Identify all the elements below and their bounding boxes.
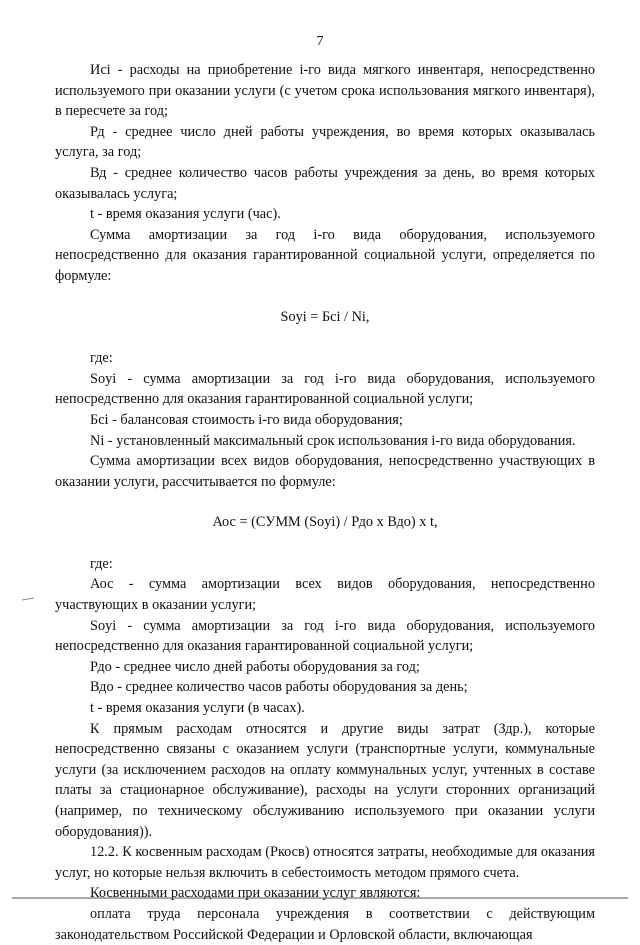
formula-amortization: Soyi = Бсi / Ni, <box>280 308 370 325</box>
paragraph: Сумма амортизации всех видов оборудования, непосредственно участвующих в оказании услуги, рассчитывается по формуле: <box>55 453 595 490</box>
paragraph: t - время оказания услуги (час). <box>90 206 281 223</box>
paragraph: 12.2. К косвенным расходам (Ркосв) относятся затраты, необходимые для оказания услуг, но которые нельзя включить в себестоимость методом прямого счета. <box>55 844 595 881</box>
paragraph: Сумма амортизации за год i-го вида оборудования, используемого непосредственно для оказания гарантированной социальной услуги, определяется по формуле: <box>55 226 595 284</box>
paragraph: Косвенными расходами при оказании услуг являются: <box>90 885 421 902</box>
where-label: где: <box>90 555 113 572</box>
page-number: 7 <box>316 34 324 49</box>
scan-mark <box>22 598 34 600</box>
definition: Soyi - сумма амортизации за год i-го вида оборудования, используемого непосредственно для оказания гарантированной социальной услуги; <box>55 370 595 408</box>
paragraph: К прямым расходам относятся и другие виды затрат (Здр.), которые непосредственно связаны с оказанием услуги (транспортные услуги, коммунальные услуги (за исключением расходов на оплату коммунальных услуг, учтенных в составе платы за стационарное обслуживание), расходы на услуги сторонних организаций (например, по техническому обслуживанию используемого при оказании услуги оборудования)). <box>55 720 595 840</box>
paragraph: Рд - среднее число дней работы учреждения, во время которых оказывалась услуга, за год; <box>55 123 595 161</box>
where-label: где: <box>90 350 113 367</box>
definition: Soyi - сумма амортизации за год i-го вида оборудования, используемого непосредственно для оказания гарантированной социальной услуги; <box>55 617 595 655</box>
definition: Вдо - среднее количество часов работы оборудования за день; <box>90 679 468 696</box>
paragraph: Исi - расходы на приобретение i-го вида мягкого инвентаря, непосредственно используемого при оказании услуги (с учетом срока использования мягкого инвентаря), в пересчете за год; <box>55 62 595 120</box>
definition: Аос - сумма амортизации всех видов оборудования, непосредственно участвующих в оказании услуги; <box>55 576 595 614</box>
definition: Бсi - балансовая стоимость i-го вида оборудования; <box>90 411 403 428</box>
definition: t - время оказания услуги (в часах). <box>90 700 305 717</box>
paragraph: Вд - среднее количество часов работы учреждения за день, во время которых оказывалась услуга; <box>55 164 595 202</box>
paragraph: оплата труда персонала учреждения в соответствии с действующим законодательством Российской Федерации и Орловской области, включающая <box>55 905 595 943</box>
formula-total-amortization: Аос = (СУММ (Soyi) / Рдо x Вдо) x t, <box>212 514 438 531</box>
definition: Рдо - среднее число дней работы оборудования за год; <box>90 658 420 675</box>
definition: Ni - установленный максимальный срок использования i-го вида оборудования. <box>90 432 576 449</box>
